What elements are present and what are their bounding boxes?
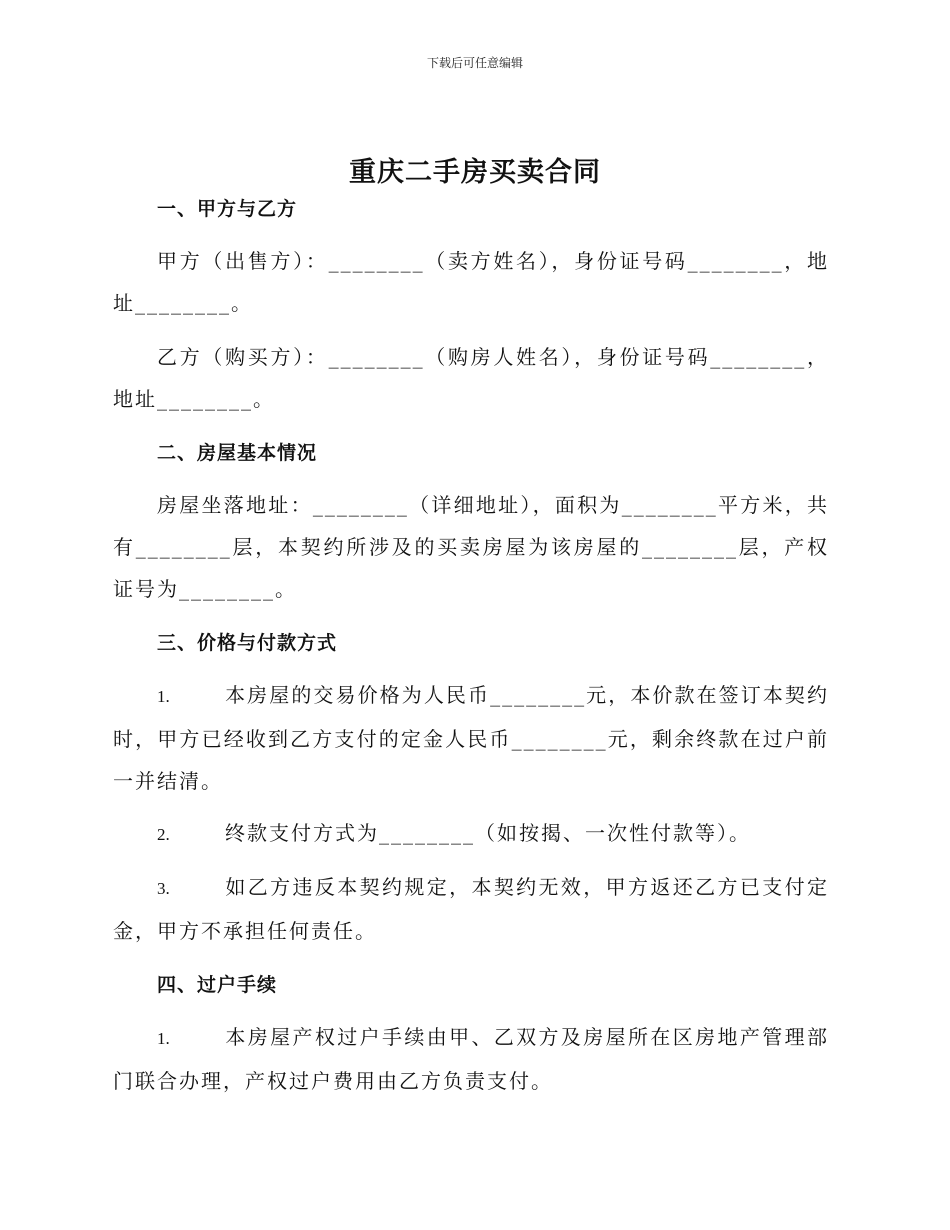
payment-item-3 bbox=[113, 866, 829, 952]
section-heading-transfer: 四、过户手续 bbox=[157, 974, 278, 996]
item-text: 本房屋的交易价格为人民币________元，本价款在签订本契约时，甲方已经收到乙方支付的定金人民币________元，剩余终款在过户前一并结清。 bbox=[113, 683, 829, 793]
section-heading-property: 二、房屋基本情况 bbox=[157, 442, 318, 464]
transfer-item-1 bbox=[113, 1016, 829, 1102]
payment-item-2 bbox=[113, 812, 829, 856]
contract-title: 重庆二手房买卖合同 bbox=[349, 157, 601, 188]
section-heading-parties: 一、甲方与乙方 bbox=[157, 198, 298, 220]
header-note: 下载后可任意编辑 bbox=[426, 56, 523, 70]
item-number: 2. bbox=[157, 825, 170, 844]
paragraph-buyer: 乙方（购买方）：________（购房人姓名），身份证号码________，地址________。 bbox=[113, 345, 829, 411]
item-number: 1. bbox=[157, 1029, 170, 1048]
payment-item-1 bbox=[113, 674, 829, 802]
item-number: 3. bbox=[157, 879, 170, 898]
contract-body bbox=[113, 188, 829, 1102]
paragraph-seller: 甲方（出售方）：________（卖方姓名），身份证号码________，地址________。 bbox=[113, 249, 829, 315]
paragraph-property-details: 房屋坐落地址：________（详细地址），面积为________平方米，共有________层，本契约所涉及的买卖房屋为该房屋的________层，产权证号为________。 bbox=[113, 493, 829, 601]
item-text: 如乙方违反本契约规定，本契约无效，甲方返还乙方已支付定金，甲方不承担任何责任。 bbox=[113, 875, 829, 943]
item-number: 1. bbox=[157, 687, 170, 706]
item-text: 本房屋产权过户手续由甲、乙双方及房屋所在区房地产管理部门联合办理，产权过户费用由乙方负责支付。 bbox=[113, 1025, 829, 1093]
item-text: 终款支付方式为________（如按揭、一次性付款等）。 bbox=[225, 821, 751, 845]
section-heading-payment: 三、价格与付款方式 bbox=[157, 632, 338, 654]
